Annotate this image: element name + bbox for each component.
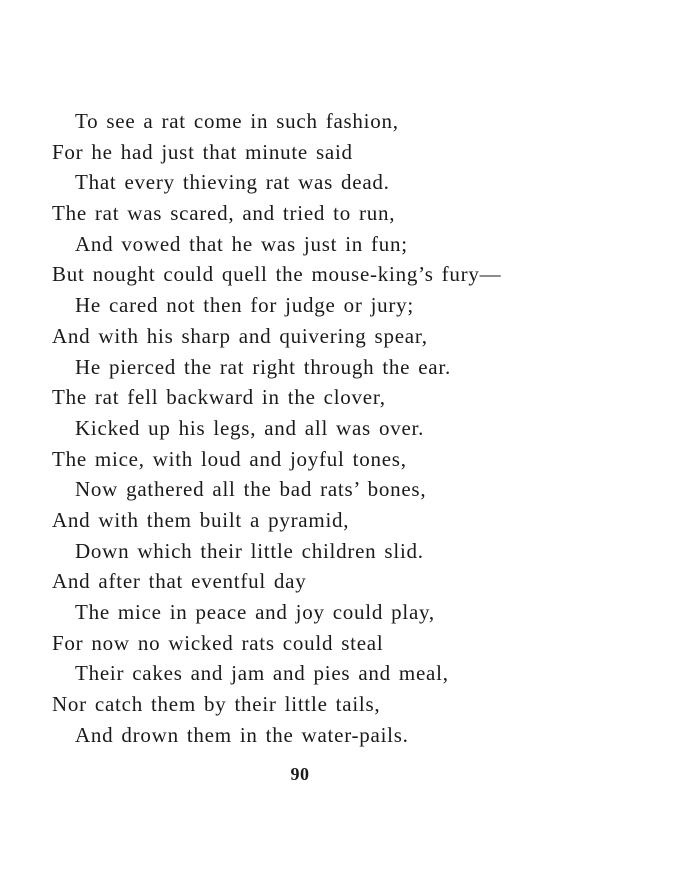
- poem-line: Down which their little children slid.: [75, 538, 424, 563]
- poem-line: Their cakes and jam and pies and meal,: [75, 661, 449, 686]
- poem-line: The rat was scared, and tried to run,: [52, 201, 396, 226]
- poem-line: The rat fell backward in the clover,: [52, 385, 386, 410]
- poem-line: That every thieving rat was dead.: [75, 170, 390, 195]
- poem-line: Now gathered all the bad rats’ bones,: [75, 477, 427, 502]
- poem-line: For now no wicked rats could steal: [52, 630, 384, 655]
- poem-line: And with them built a pyramid,: [52, 507, 350, 532]
- poem-line: The mice in peace and joy could play,: [75, 600, 435, 624]
- poem-line: For he had just that minute said: [52, 139, 353, 164]
- poem-line: He pierced the rat right through the ear.: [75, 354, 451, 379]
- poem-line: And vowed that he was just in fun;: [75, 231, 408, 256]
- poem-text: [52, 106, 501, 750]
- poem-line: And drown them in the water-pails.: [75, 722, 409, 747]
- poem-line: Nor catch them by their little tails,: [52, 692, 381, 717]
- page-number: 90: [290, 764, 310, 784]
- poem-line: The mice, with loud and joyful tones,: [52, 446, 407, 471]
- poem-line: And with his sharp and quivering spear,: [52, 323, 428, 348]
- poem-line: But nought could quell the mouse-king’s fury—: [52, 262, 502, 287]
- poem-line: He cared not then for judge or jury;: [75, 293, 414, 318]
- poem-line: And after that eventful day: [52, 569, 307, 594]
- poem-line: Kicked up his legs, and all was over.: [75, 415, 425, 440]
- poem-line: To see a rat come in such fashion,: [75, 109, 399, 133]
